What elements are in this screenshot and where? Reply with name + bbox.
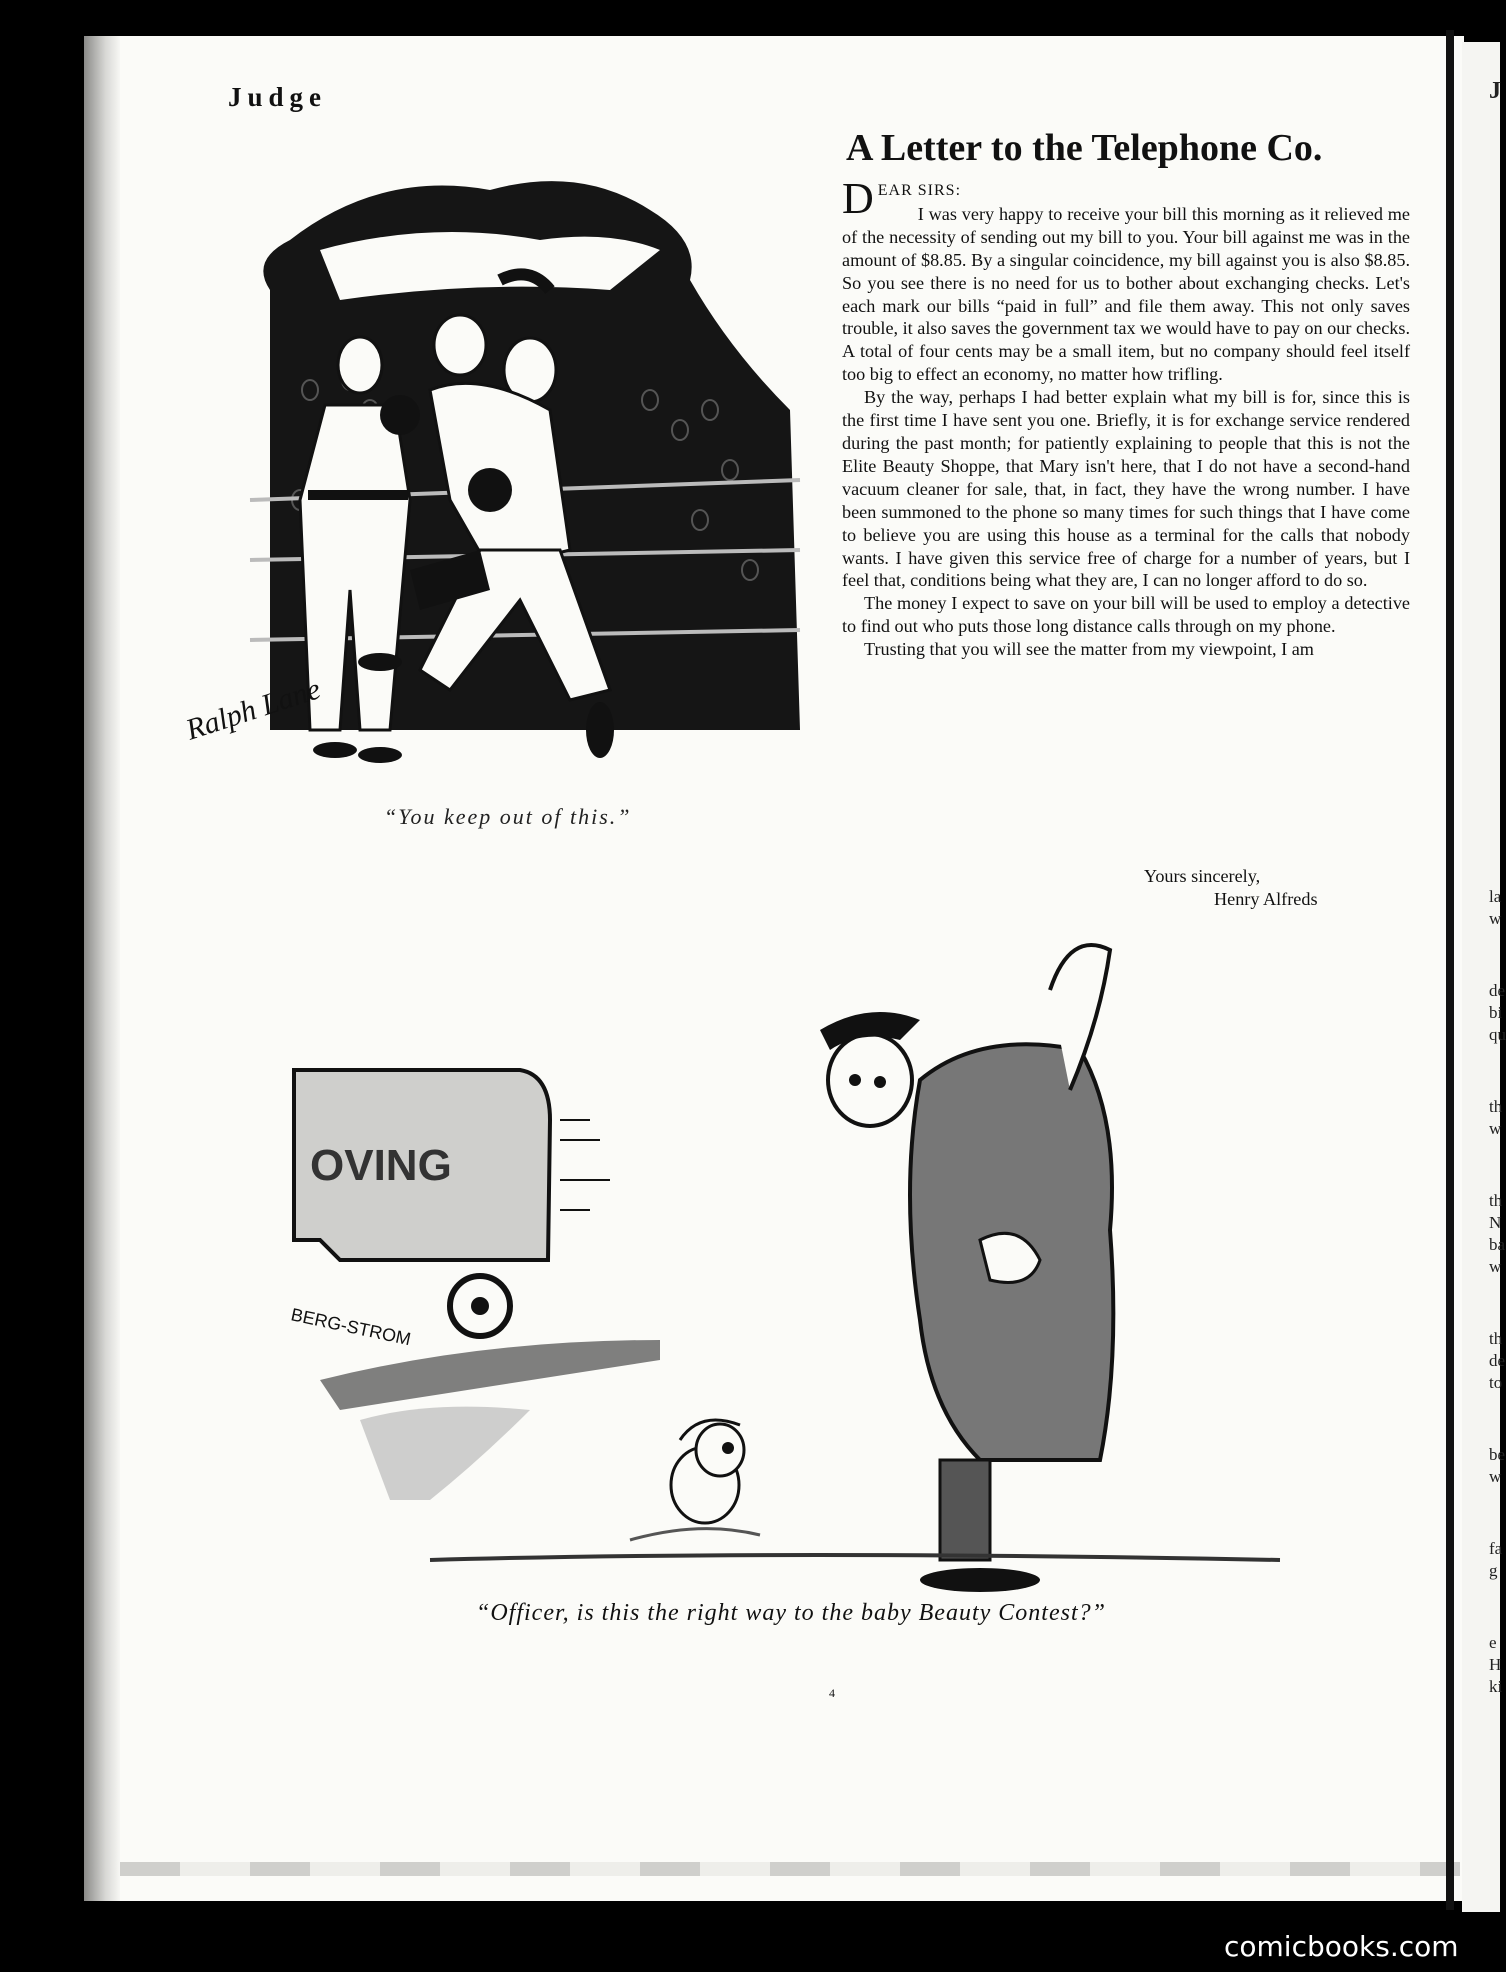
page-bottom-edge — [120, 1862, 1460, 1876]
next-page-fragment: e — [1489, 1633, 1497, 1652]
running-header: Judge — [228, 82, 328, 112]
salutation — [842, 174, 1410, 223]
article-title: A Letter to the Telephone Co. — [846, 127, 1323, 169]
next-page-fragment: be — [1489, 1445, 1506, 1464]
next-page-fragment: la — [1489, 887, 1502, 906]
next-page-fragment: de — [1489, 981, 1506, 1000]
next-page-fragment: ba — [1489, 1235, 1506, 1254]
page-gutter — [1446, 30, 1454, 1910]
next-page-fragment: ki — [1489, 1677, 1503, 1696]
officer-cartoon — [280, 940, 1380, 1600]
artist-signature-1: Ralph Lane — [181, 672, 325, 747]
next-page-fragment: th — [1489, 1191, 1503, 1210]
next-page-header: J — [1489, 78, 1501, 104]
next-page-fragment: qu — [1489, 1025, 1506, 1044]
next-page-fragment: th — [1489, 1329, 1503, 1348]
dropcap: D — [842, 174, 874, 223]
next-page-fragment: de — [1489, 1351, 1506, 1370]
letter-paragraph: Trusting that you will see the matter from my viewpoint, I am — [864, 639, 1314, 660]
artist-signature-2: BERG-STROM — [289, 1304, 413, 1350]
next-page-fragment: fa — [1489, 1539, 1503, 1558]
next-page-fragment: w — [1489, 1257, 1502, 1276]
salutation-text: EAR SIRS: — [877, 182, 962, 199]
letter-closing: Yours sincerely, — [1144, 866, 1261, 886]
watermark: comicbooks.com — [1224, 1930, 1459, 1963]
page-binding-edge — [84, 36, 120, 1901]
next-page-strip — [1462, 42, 1506, 1912]
next-page-fragment: bi — [1489, 1003, 1503, 1022]
next-page-fragment: to — [1489, 1373, 1503, 1392]
next-page-fragment: w — [1489, 1467, 1502, 1486]
next-page-fragment: N — [1489, 1213, 1502, 1232]
letter-paragraph: I was very happy to receive your bill this morning as it relieved me of the necessity of sending out my bill to you. Your bill against me was in the amount of $8.85. By a singular coincidence, my bill against you is also $8.85. So you see there is no need for us to bother about exchanging checks. Let's each mark our bills “paid in full” and file them away. This not only saves trouble, it also saves the government tax we would have to pay on our checks. A total of four cents may be a small item, but no company should feel itself too big to effect an economy, no matter how trifling. — [842, 203, 1410, 385]
cartoon1-caption: “You keep out of this.” — [384, 804, 632, 829]
letter-paragraph: By the way, perhaps I had better explain what my bill is for, since this is the first time I have sent you one. Briefly, it is for exchange service rendered during the past month; for patiently explaining to people that this is not the Elite Beauty Shoppe, that Mary isn't here, that I do not have a second-hand vacuum cleaner for sale, that, in fact, they have the wrong number. I have been summoned to the phone so many times for such things that I have come to believe you are using this house as a terminal for the calls that nobody wants. I have given this service free of charge for a number of years, but I feel that, conditions being what they are, I can no longer afford to do so. — [842, 387, 1410, 591]
letter-signature: Henry Alfreds — [1214, 889, 1318, 909]
next-page-fragment: w — [1489, 909, 1502, 928]
next-page-fragment: w — [1489, 1119, 1502, 1138]
cartoon2-caption: “Officer, is this the right way to the baby Beauty Contest?” — [476, 1600, 1106, 1626]
truck-text: OVING — [310, 1141, 452, 1190]
boxing-cartoon — [181, 170, 810, 800]
page-number: 4 — [829, 1686, 835, 1700]
letter-paragraph: The money I expect to save on your bill will be used to employ a detective to find out who puts those long distance calls through on my phone. — [842, 593, 1410, 637]
next-page-fragment: th — [1489, 1097, 1503, 1116]
next-page-fragment: H — [1489, 1655, 1502, 1674]
letter-body — [842, 174, 1410, 661]
next-page-fragment: g — [1489, 1561, 1498, 1580]
